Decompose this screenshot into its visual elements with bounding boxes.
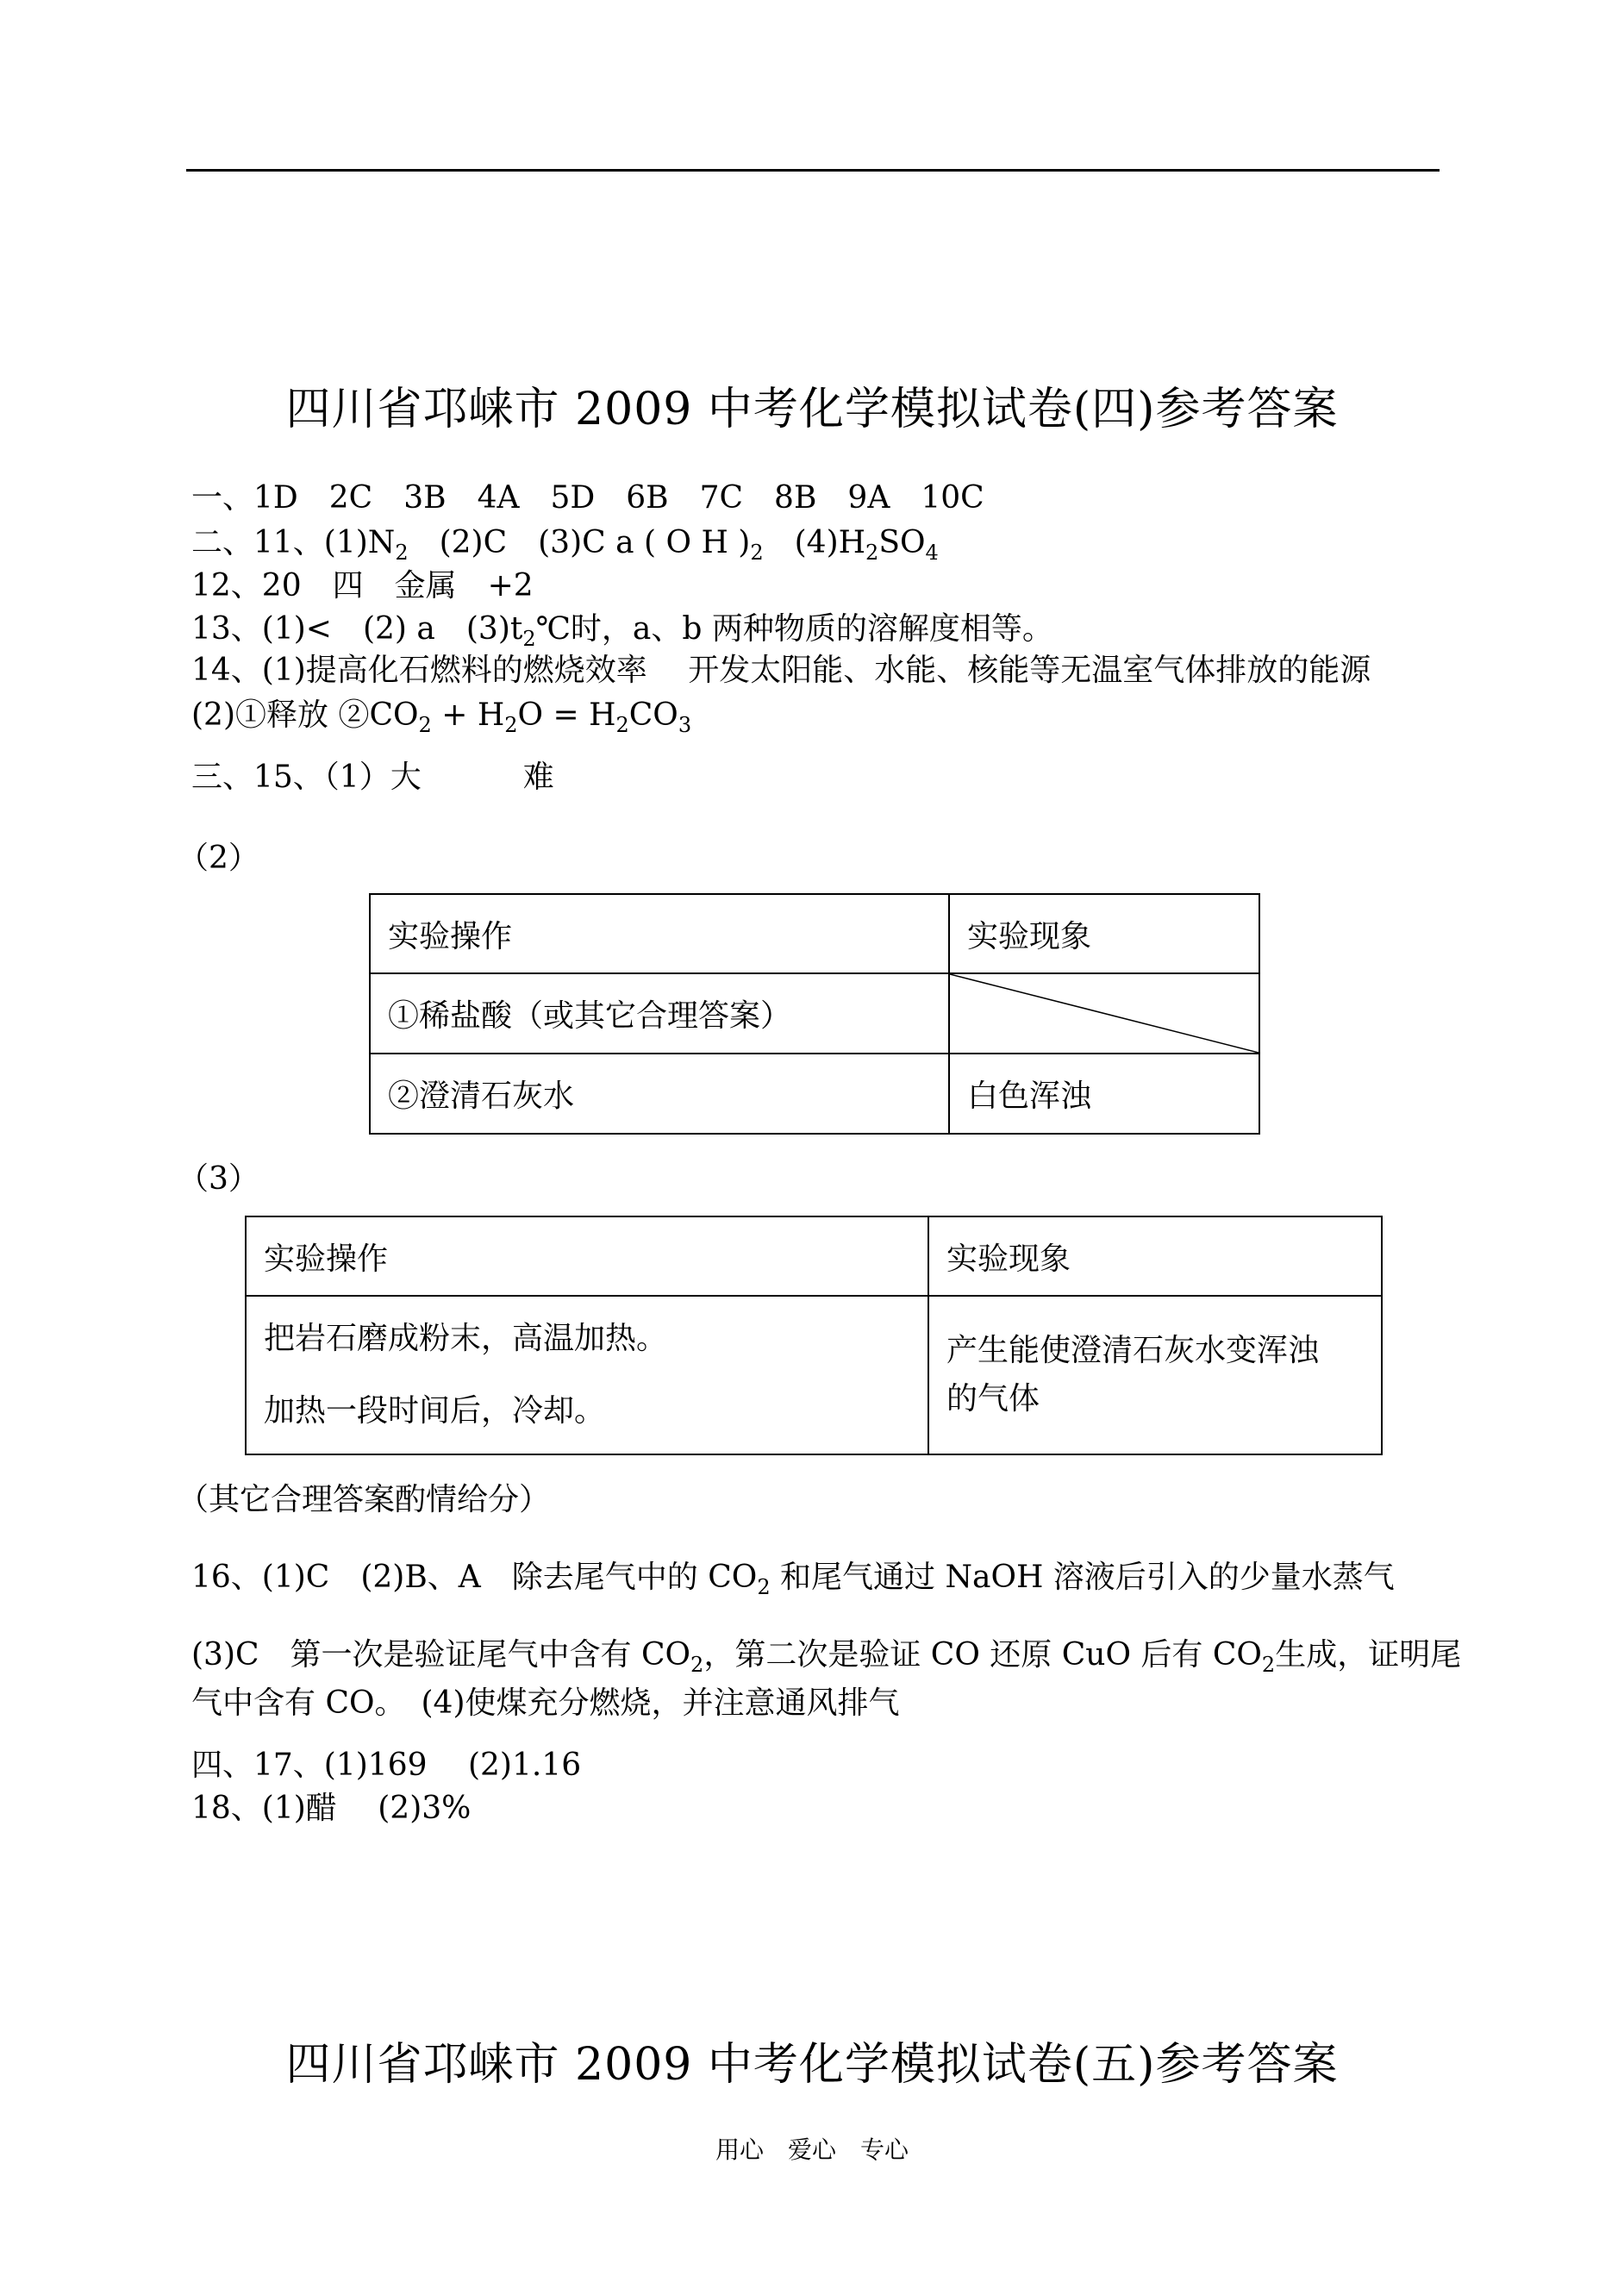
answer-line-7: 三、15、（1）大 难 — [191, 760, 554, 795]
table1-row2-phenomenon: 白色浑浊 — [949, 1054, 1259, 1134]
answer-line-5: 14、(1)提高化石燃料的燃烧效率 开发太阳能、水能、核能等无温室气体排放的能源 — [191, 653, 1371, 688]
answer-note: （其它合理答案酌情给分） — [178, 1482, 551, 1517]
table1-row1-operation: ①稀盐酸（或其它合理答案） — [370, 973, 949, 1054]
table2-op-2: 加热一段时间后，冷却。 — [264, 1393, 606, 1429]
diagonal-slash — [950, 974, 1259, 1053]
answer-line-3: 12、20 四 金属 +2 — [191, 568, 534, 603]
answer-line-18: 18、(1)醋 (2)3% — [191, 1791, 472, 1826]
table2-op-1: 把岩石磨成粉末，高温加热。 — [264, 1321, 668, 1356]
answer-line-16-3: (3)C 第一次是验证尾气中含有 $CO_2$，第二次是验证 CO 还原 CuO 后有 $CO_2$生成，证明尾 — [191, 1637, 1462, 1677]
answer-line-16-4: 气中含有 CO。 (4)使煤充分燃烧，并注意通风排气 — [191, 1685, 900, 1721]
header-rule — [186, 169, 1440, 172]
table1-header-operation: 实验操作 — [370, 894, 949, 973]
experiment-table-2 — [245, 1216, 1383, 1455]
answer-part-3-label: （3） — [178, 1161, 259, 1197]
page-footer: 用心 爱心 专心 — [715, 2136, 909, 2164]
answer-line-2: 二、11、$(1)N_2$ (2)C (3)C a ( O H )$_2$ $(4)H_2SO_4$ — [191, 525, 939, 565]
table2-header-phenomenon: 实验现象 — [928, 1216, 1382, 1296]
table2-operations — [246, 1296, 928, 1454]
page-title-2: 四川省邛崃市 2009 中考化学模拟试卷(五)参考答案 — [285, 2039, 1339, 2091]
answer-line-1: 一、1D 2C 3B 4A 5D 6B 7C 8B 9A 10C — [191, 480, 984, 516]
table1-row2-operation: ②澄清石灰水 — [370, 1054, 949, 1134]
answer-line-6: (2)①释放 $②CO_2 + H_2O = H_2CO_3$ — [191, 697, 692, 737]
table1-row1-phenomenon — [949, 973, 1259, 1054]
table1-header-phenomenon: 实验现象 — [949, 894, 1259, 973]
answer-line-16: 16、(1)C (2)B、A 除去尾气中的 $CO_2$ 和尾气通过 NaOH 溶液后引入的少量水蒸气 — [191, 1560, 1395, 1599]
table2-header-operation: 实验操作 — [246, 1216, 928, 1296]
answer-part-2-label: （2） — [178, 841, 259, 876]
table2-result: 产生能使澄清石灰水变浑浊的气体 — [928, 1296, 1382, 1454]
answer-line-17: 四、17、(1)169 (2)1.16 — [191, 1748, 582, 1783]
answer-line-4: 13、(1)< (2) a $(3)t_2℃$时，a、b 两种物质的溶解度相等。 — [191, 611, 1053, 651]
experiment-table-1 — [369, 893, 1260, 1135]
page-title-1: 四川省邛崃市 2009 中考化学模拟试卷(四)参考答案 — [285, 384, 1339, 435]
